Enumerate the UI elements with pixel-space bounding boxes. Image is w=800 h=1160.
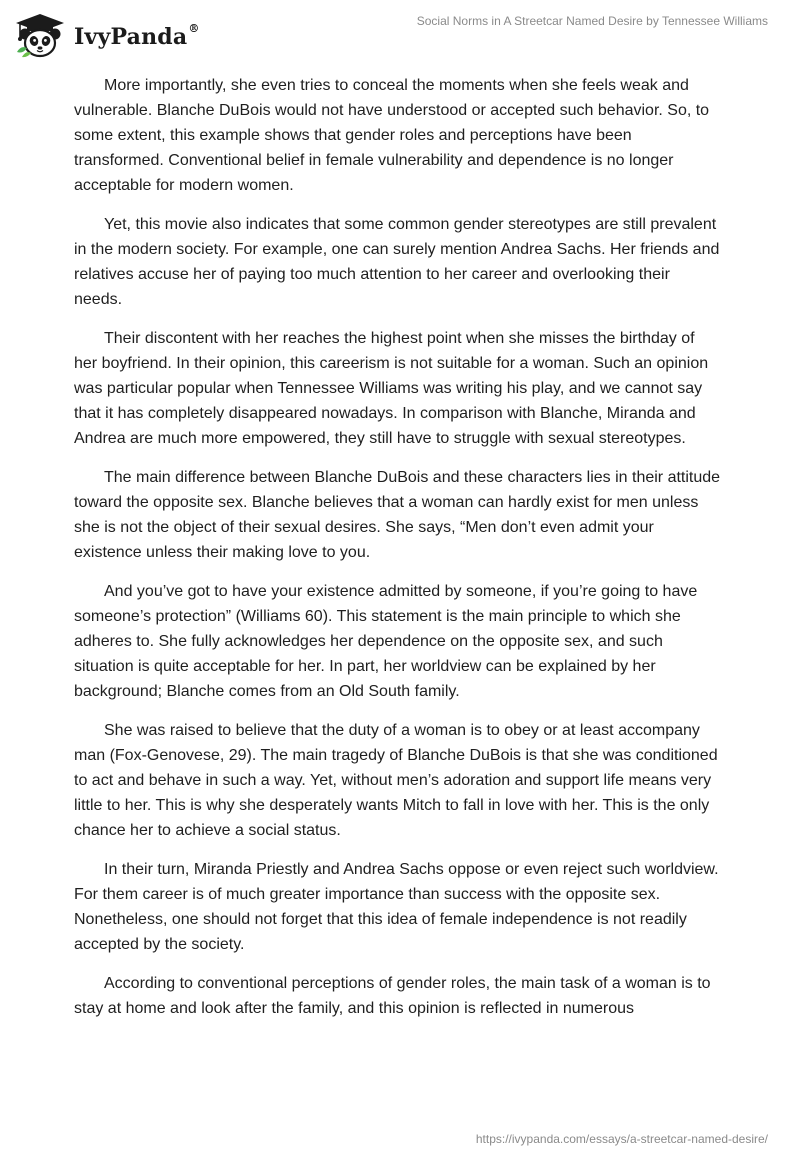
document-title: Social Norms in A Streetcar Named Desire by Tennessee Williams (416, 14, 768, 28)
ivypanda-logo[interactable] (14, 10, 200, 60)
paragraph: Their discontent with her reaches the highest point when she misses the birthday of her boyfriend. In their opinion, this careerism is not suitable for a woman. Such an opinion was particular popular when Tennessee Williams was writing his play, and we cannot say that it has completely disappeared nowadays. In comparison with Blanche, Miranda and Andrea are much more empowered, they still have to struggle with sexual stereotypes. (74, 330, 709, 447)
paragraph: The main difference between Blanche DuBois and these characters lies in their attitude toward the opposite sex. Blanche believes that a woman can hardly exist for men unless she is not the object of their sexual desires. She says, “Men don’t even admit your existence unless their making love to you. (74, 469, 721, 561)
paragraph: And you’ve got to have your existence admitted by someone, if you’re going to have someone’s protection” (Williams 60). This statement is the main principle to which she adheres to. She fully acknowledges her dependence on the opposite sex, and such situation is quite acceptable for her. In part, her worldview can be explained by her background; Blanche comes from an Old South family. (74, 583, 698, 700)
panda-graduate-icon (14, 12, 66, 58)
paragraph: She was raised to believe that the duty of a woman is to obey or at least accompany man (Fox-Genovese, 29). The main tragedy of Blanche DuBois is that she was conditioned to act and behave in such a way. Yet, without men’s adoration and support life means very little to her. This is why she desperately wants Mitch to fall in love with her. This is the only chance her to achieve a social status. (74, 722, 718, 839)
paragraph: In their turn, Miranda Priestly and Andrea Sachs oppose or even reject such worldview. For them career is of much greater importance than success with the opposite sex. Nonetheless, one should not forget that this idea of female independence is not readily accepted by the society. (74, 861, 719, 953)
page-header (0, 0, 800, 70)
paragraph: Yet, this movie also indicates that some common gender stereotypes are still prevalent in the modern society. For example, one can surely mention Andrea Sachs. Her friends and relatives accuse her of paying too much attention to her career and overlooking their needs. (74, 216, 720, 308)
brand-name: IvyPanda® (74, 22, 200, 50)
paragraph: According to conventional perceptions of gender roles, the main task of a woman is to stay at home and look after the family, and this opinion is reflected in numerous (74, 975, 711, 1017)
source-url-link[interactable]: https://ivypanda.com/essays/a-streetcar-named-desire/ (475, 1132, 768, 1146)
essay-body (74, 73, 722, 1035)
paragraph: More importantly, she even tries to conceal the moments when she feels weak and vulnerable. Blanche DuBois would not have understood or accepted such behavior. So, to some extent, this example shows that gender roles and perceptions have been transformed. Conventional belief in female vulnerability and dependence is no longer acceptable for modern women. (74, 77, 710, 194)
